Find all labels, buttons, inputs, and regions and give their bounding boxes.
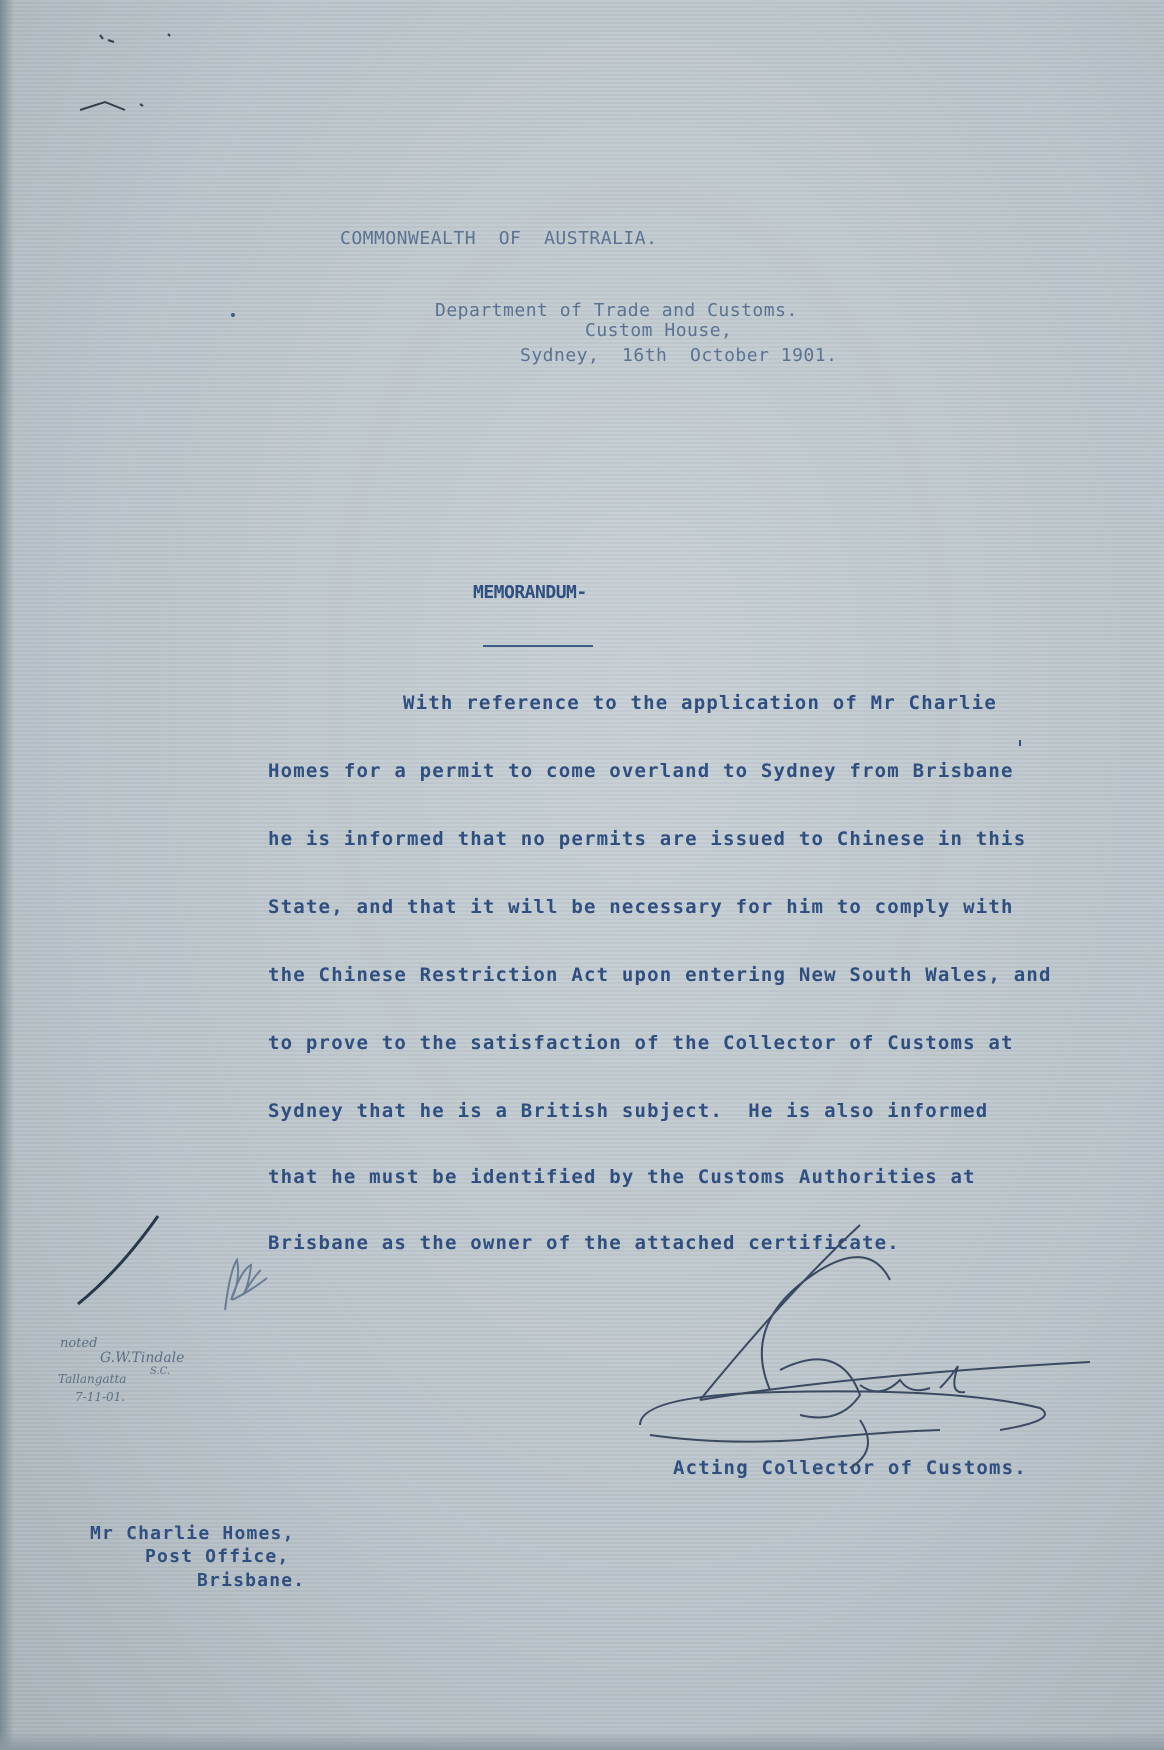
ink-dot xyxy=(231,313,235,317)
header-country: COMMONWEALTH OF AUSTRALIA. xyxy=(340,228,658,249)
memo-line-7: Sydney that he is a British subject. He is also informed xyxy=(268,1100,989,1122)
margin-note-noted: noted xyxy=(60,1336,98,1351)
memo-line-2: Homes for a permit to come overland to Sydney from Brisbane xyxy=(268,760,1014,782)
corner-marks xyxy=(80,34,170,110)
addressee-line-2: Post Office, xyxy=(145,1546,290,1567)
memo-title: MEMORANDUM- xyxy=(473,582,587,603)
memo-line-8: that he must be identified by the Customs Authorities at xyxy=(268,1166,976,1188)
memo-line-6: to prove to the satisfaction of the Collector of Customs at xyxy=(268,1032,1014,1054)
signatory-title: Acting Collector of Customs. xyxy=(673,1457,1027,1479)
margin-note-rank: S.C. xyxy=(150,1366,171,1377)
initials-mark xyxy=(225,1260,267,1310)
memo-line-9: Brisbane as the owner of the attached certificate. xyxy=(268,1232,900,1254)
memo-line-1: With reference to the application of Mr Charlie xyxy=(403,692,998,714)
margin-note-place: Tallangatta xyxy=(58,1372,127,1386)
addressee-line-3: Brisbane. xyxy=(197,1570,306,1591)
margin-note-name: G.W.Tindale xyxy=(100,1350,185,1366)
memo-line-4: State, and that it will be necessary for him to comply with xyxy=(268,896,1014,918)
addressee-name: Mr Charlie Homes, xyxy=(90,1523,295,1544)
memo-line-3: he is informed that no permits are issued to Chinese in this xyxy=(268,828,1027,850)
header-office: Custom House, xyxy=(585,320,733,341)
margin-stroke-mark xyxy=(78,1216,158,1304)
header-department: Department of Trade and Customs. xyxy=(435,300,798,321)
margin-note-date: 7-11-01. xyxy=(75,1390,126,1404)
memo-line-5: the Chinese Restriction Act upon entering New South Wales, and xyxy=(268,964,1052,986)
header-place-date: Sydney, 16th October 1901. xyxy=(520,345,838,366)
collector-signature xyxy=(640,1225,1090,1468)
